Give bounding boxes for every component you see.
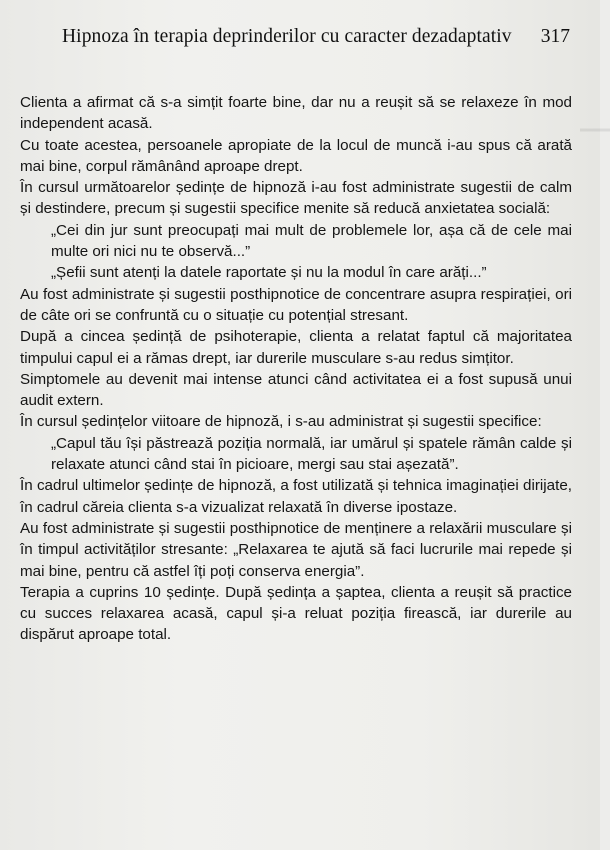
paragraph: Clienta a afirmat că s-a simțit foarte bine, dar nu a reușit să se relaxeze în mod independent acasă.	[20, 94, 572, 133]
paragraph: În cursul ședințelor viitoare de hipnoză, i s-au administrat și sugestii specifice:	[20, 413, 542, 431]
bleed-through-decoration: —	[580, 112, 610, 145]
running-title: Hipnoza în terapia deprinderilor cu caracter dezadaptativ	[62, 26, 512, 47]
quote-paragraph: „Șefii sunt atenți la datele raportate și nu la modul în care arăți...”	[51, 264, 487, 282]
paragraph: Simptomele au devenit mai intense atunci când activitatea ei a fost supusă unui audit extern.	[20, 370, 572, 410]
paragraph: Au fost administrate și sugestii posthipnotice de menținere a relaxării musculare și în timpul activităților stresante: „Relaxarea te ajută să faci lucrurile mai repede și mai bine, pentru că astfel îți poți conserva energia”.	[20, 519, 572, 580]
paragraph: Cu toate acestea, persoanele apropiate de la locul de muncă i-au spus că arată mai bine, corpul rămânând aproape drept.	[20, 136, 572, 175]
quote-paragraph: „Cei din jur sunt preocupați mai mult de problemele lor, așa că de cele mai multe ori nici nu te observă...”	[51, 221, 572, 261]
paragraph: După a cincea ședință de psihoterapie, clienta a relatat faptul că majoritatea timpului capul ei a rămas drept, iar durerile musculare s-au redus simțitor.	[20, 328, 572, 367]
body-text	[20, 92, 572, 646]
paragraph: În cursul următoarelor ședințe de hipnoză i-au fost administrate sugestii de calm și destindere, precum și sugestii specifice menite să reducă anxietatea socială:	[20, 179, 572, 218]
quote-paragraph: „Capul tău își păstrează poziția normală, iar umărul și spatele rămân calde și relaxate atunci când stai în picioare, mergi sau stai așezată”.	[51, 434, 572, 474]
page-number: 317	[540, 26, 570, 47]
paragraph: Terapia a cuprins 10 ședințe. După ședința a șaptea, clienta a reușit să practice cu succes relaxarea acasă, capul și-a reluat poziția firească, iar durerile au dispărut aproape total.	[20, 583, 572, 644]
paragraph: În cadrul ultimelor ședințe de hipnoză, a fost utilizată și tehnica imaginației dirijate, în cadrul căreia clienta s-a vizualizat relaxată în diverse ipostaze.	[20, 477, 572, 516]
paragraph: Au fost administrate și sugestii posthipnotice de concentrare asupra respirației, ori de câte ori se confruntă cu o situație cu potențial stresant.	[20, 285, 572, 324]
page-header	[62, 26, 570, 56]
